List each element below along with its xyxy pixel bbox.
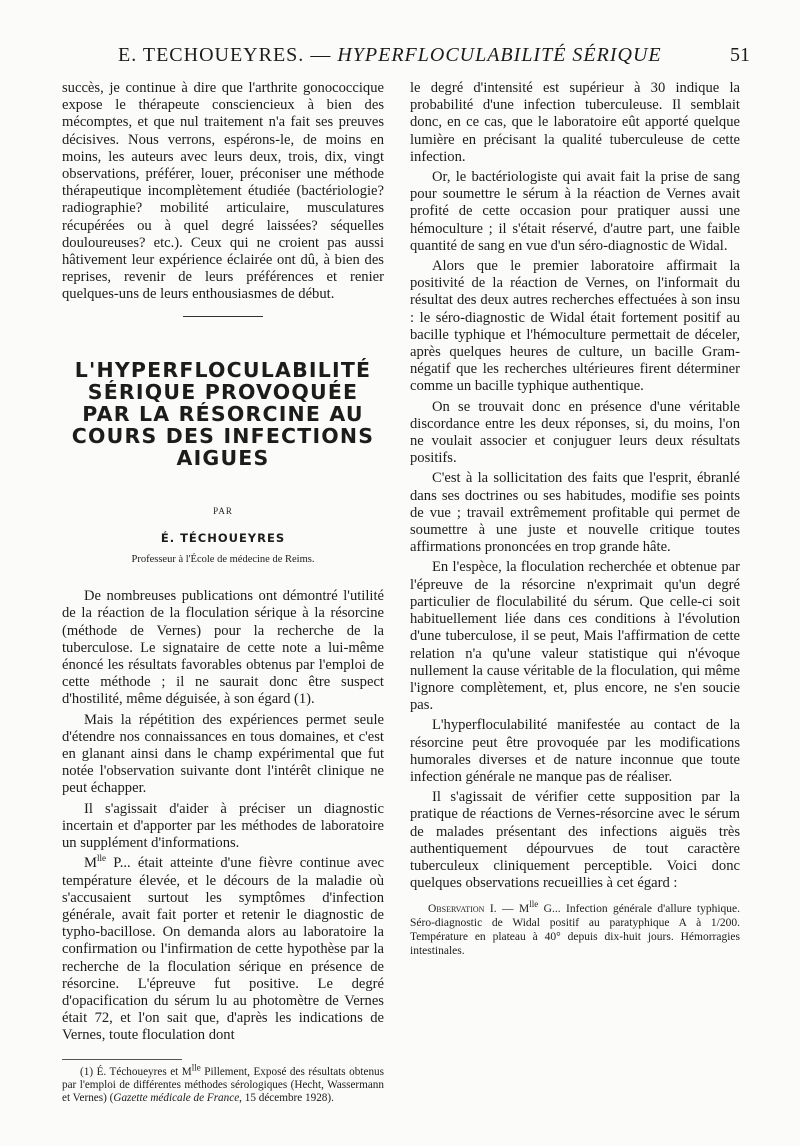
footnote <box>62 1061 384 1106</box>
paragraph: Il s'agissait de vérifier cette supposition par la pratique de réactions de Vernes-résorcine avec le sérum de malades présentant des infections aiguës très authentiquement dépourvues de tout caractère tuberculeux cliniquement perceptible. Voici donc quelques observations recueillies à cet égard : <box>410 789 740 892</box>
article-title: L'HYPERFLOCULABILITÉ SÉRIQUE PROVOQUÉE PAR LA RÉSORCINE AU COURS DES INFECTIONS AIGUES <box>71 357 375 470</box>
observation-sup: lle <box>529 899 539 910</box>
paragraph: le degré d'intensité est supérieur à 30 indique la probabilité d'une infection tuberculeuse. Il semblait donc, en ce cas, que le laboratoire eût apporté quelque lumière en précisant la qualité tuberculeuse de cette infection. <box>410 80 740 165</box>
observation-dash: — M <box>496 903 530 916</box>
running-header <box>60 40 750 74</box>
author-byline: É. TÉCHOUEYRES <box>160 530 286 545</box>
footnote-journal: Gazette médicale de France <box>113 1091 240 1104</box>
paragraph: Or, le bactériologiste qui avait fait la prise de sang pour soumettre le sérum à la réaction de Vernes avait profité de cette occasion pour pratiquer aussi une hémoculture ; il s'était réservé, d'autre part, une faible quantité de sang en vue d'un séro-diagnostic de Widal. <box>410 169 740 254</box>
case-m: M <box>84 855 97 872</box>
footnote-rule <box>62 1059 182 1060</box>
paragraph: Alors que le premier laboratoire affirmait la positivité de la réaction de Vernes, on l'informait du résultat des deux autres recherches effectuées à son insu : le séro-diagnostic de Widal était fortement positif au bacille typhique et l'hémoculture permettait de déceler, après quelques heures de culture, un bacille Gram-négatif que les recherches ultérieures firent déterminer comme un bacille typhique authentique. <box>410 258 740 395</box>
observation-label: Observation I. <box>428 903 497 916</box>
right-column <box>410 80 740 958</box>
observation-text: G... Infection générale d'allure typhique. Séro-diagnostic de Widal positif au paratyphique A à 1/200. Température en plateau à 40° depuis dix-huit jours. Hémorragies intestinales. <box>410 903 740 958</box>
observation-entry <box>410 899 740 958</box>
footnote-mid: Pillement, Exposé des résultats obtenus par l'emploi de différentes méthodes sérologiques (Hecht, Wassermann et Vernes) ( <box>62 1065 384 1104</box>
paragraph: Mais la répétition des expériences permet seule d'étendre nos connaissances en tous domaines, et c'est en glanant ainsi dans le champ expérimental que fut notée l'observation suivante dont l'intérêt clinique ne peut échapper. <box>62 711 384 797</box>
case-text: P... était atteinte d'une fièvre continue avec température élevée, et le décours de la maladie où s'accusaient surtout les symptômes d'infection générale, avait fait porter et retenir le diagnostic de typho-bacillose. On demanda alors au laboratoire la confirmation ou l'infirmation de cette hypothèse par la recherche de la floculation sérique en présence de résorcine. L'épreuve fut positive. Le degré d'opacification du sérum lu au photomètre de Vernes était 72, et l'on sait que, d'après les indications de Vernes, toute floculation dont <box>62 855 384 1044</box>
page-number: 51 <box>730 44 750 66</box>
paragraph: C'est à la sollicitation des faits que l'esprit, ébranlé dans ses doctrines ou ses habitudes, modifie ses points de vue ; travail extrêmement profitable qui permet de soumettre à une juste et nouvelle critique toutes affirmations prononcées en trop grande hâte. <box>410 470 740 556</box>
par-label: PAR <box>213 505 233 516</box>
header-title: HYPERFLOCULABILITÉ SÉRIQUE <box>337 44 662 66</box>
header-dash: — <box>304 44 338 66</box>
header-author: E. TECHOUEYRES. <box>118 44 305 66</box>
previous-article-ending: succès, je continue à dire que l'arthrite gonococcique expose le thérapeute consciencieux à bien des mécomptes, et que nul traitement n'a fait ses preuves décisives. Nous verrons, espérons-le, de moins en moins, les auteurs avec leurs deux, trois, dix, vingt observations, préférer, louer, préconiser une méthode thérapeutique incomplètement étudiée (bactériologie? radiographie? mobilité articulaire, musculatures récupérées ou à quel degré laissées? séquelles douloureuses? etc.). Ceux qui ne croient pas aussi hâtivement leur expérience éclairée ont dû, à bien des reprises, revenir de leurs préférences et renier quelques-uns de leurs enthousiasmes de début. <box>62 80 384 303</box>
paragraph: En l'espèce, la floculation recherchée et obtenue par l'épreuve de la résorcine n'exprimait qu'un degré particulier de floculabilité du sérum. Que celle-ci soit habituellement liée dans ces conditions à l'évolution d'une tuberculose, il se peut, Mais l'affirmation de cette relation n'a qu'une valeur statistique qui n'évoque nullement la cause véritable de la floculation, qui même l'ignore complètement, et, plus encore, ne s'en soucie pas. <box>410 559 740 714</box>
paragraph: Il s'agissait d'aider à préciser un diagnostic incertain et d'apporter par les méthodes de laboratoire un supplément d'informations. <box>62 800 384 852</box>
footnote-end: , 15 décembre 1928). <box>239 1091 334 1104</box>
case-sup: lle <box>96 853 106 864</box>
paragraph-case <box>62 855 384 1044</box>
footnote-lead: (1) É. Téchoueyres et M <box>80 1065 192 1078</box>
footnote-sup: lle <box>191 1061 201 1072</box>
section-separator <box>183 316 263 317</box>
paragraph: De nombreuses publications ont démontré l'utilité de la réaction de la floculation sérique à la résorcine (méthode de Vernes) pour la recherche de la tuberculose. Le signataire de cette note a lui-même énoncé les résultats favorables obtenus par l'emploi de cette méthode ; il ne saurait donc être suspect d'hostilité, même déguisée, à son égard (1). <box>62 588 384 708</box>
paragraph: On se trouvait donc en présence d'une véritable discordance entre les deux réponses, si, du moins, l'on ne voulait associer et conjuguer leurs deux résultats positifs. <box>410 398 740 467</box>
left-column <box>62 80 384 1105</box>
running-head-title <box>118 44 662 67</box>
author-affiliation: Professeur à l'École de médecine de Reims. <box>131 554 315 566</box>
paragraph: L'hyperfloculabilité manifestée au contact de la résorcine peut être provoquée par les modifications humorales diverses et de nature inconnue que toute infection générale ne manque pas de réaliser. <box>410 717 740 785</box>
